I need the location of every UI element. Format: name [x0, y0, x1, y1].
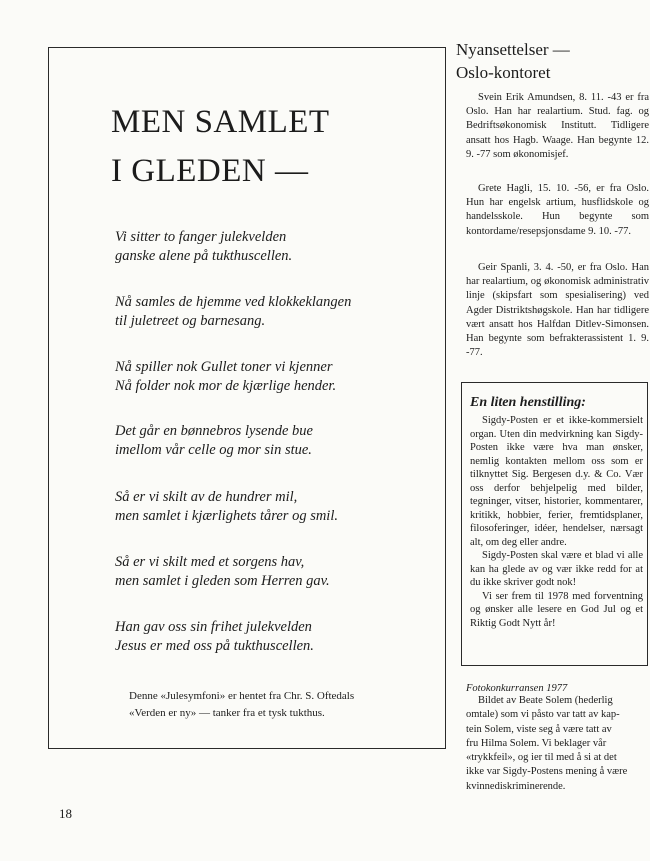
page-number: 18	[59, 806, 72, 821]
new-hires-heading	[456, 38, 570, 84]
hire-entry-amundsen: Svein Erik Amundsen, 8. 11. -43 er fra Oslo. Han har realartium. Stud. fag. og Bedriftsøkonomisk Institutt. Tidligere ansatt hos Hagb. Waage. Han begynte 12. 9. -77 som økonomisjef.	[466, 92, 649, 160]
poem-frame	[48, 47, 446, 749]
poem-stanza	[115, 422, 415, 460]
poem-line: Så er vi skilt med et sorgens hav,	[115, 554, 305, 570]
poem-line: Han gav oss sin frihet julekvelden	[115, 619, 312, 635]
poem-line: Nå spiller nok Gullet toner vi kjenner	[115, 359, 333, 375]
poem-stanza	[115, 488, 415, 526]
poem-title-line: MEN SAMLET	[111, 104, 330, 140]
poem-title	[111, 98, 330, 196]
poem-stanza	[115, 618, 415, 656]
poem-line: ganske alene på tukthuscellen.	[115, 248, 293, 264]
note-line: «Verden er ny» — tanker fra et tysk tukthus.	[129, 707, 325, 719]
hire-entry-hagli: Grete Hagli, 15. 10. -56, er fra Oslo. Hun har engelsk artium, husflidskole og handelsskole. Hun begynte som kontordame/resepsjonsdame 9. 10. -77.	[466, 183, 649, 237]
poem-stanza	[115, 228, 415, 266]
poem-source-note	[129, 688, 429, 722]
appeal-heading: En liten henstilling:	[470, 395, 586, 410]
poem-line: men samlet i kjærlighets tårer og smil.	[115, 508, 338, 524]
poem-line: Nå folder nok mor de kjærlige hender.	[115, 378, 337, 394]
appeal-paragraph: Sigdy-Posten skal være et blad vi alle kan ha glede av og vær ikke redd for at du ikke skriver godt nok!	[470, 550, 643, 588]
poem-line: Jesus er med oss på tukthuscellen.	[115, 638, 314, 654]
photo-contest-text: Bildet av Beate Solem (hederlig omtale) som vi påsto var tatt av kap- tein Solem, viste seg å være tatt av fru Hilma Solem. Vi beklager vår «trykkfeil», og ier til med å si at det ikke var Sigdy-Postens mening å være kvinnediskriminerende.	[466, 695, 628, 792]
poem-title-line: I GLEDEN —	[111, 153, 309, 189]
photo-contest-heading: Fotokonkurransen 1977	[466, 683, 568, 694]
heading-line: Oslo-kontoret	[456, 63, 551, 82]
poem-line: Så er vi skilt av de hundrer mil,	[115, 489, 298, 505]
note-line: Denne «Julesymfoni» er hentet fra Chr. S. Oftedals	[129, 690, 355, 702]
poem-line: til juletreet og barnesang.	[115, 313, 266, 329]
appeal-paragraph: Sigdy-Posten er et ikke-kommersielt organ. Uten din medvirkning kan Sigdy-Posten ikke være hva man ønsker, nemlig kontakten mellom oss som er tilknyttet Sig. Bergesen d.y. & Co. Vær oss derfor behjelpelig med bilder, tegninger, vitser, historier, kommentarer, kritikk, hobbier, ferier, fremtidsplaner, filosoferinger, idéer, hendelser, nærsagt alt, om deg eller andre.	[470, 415, 643, 548]
poem-line: men samlet i gleden som Herren gav.	[115, 573, 330, 589]
heading-line: Nyansettelser —	[456, 40, 570, 59]
poem-line: Det går en bønnebros lysende bue	[115, 423, 313, 439]
poem-line: Vi sitter to fanger julekvelden	[115, 229, 287, 245]
poem-stanza	[115, 293, 415, 331]
poem-line: Nå samles de hjemme ved klokkeklangen	[115, 294, 352, 310]
poem-stanza	[115, 553, 415, 591]
appeal-box	[461, 382, 648, 666]
poem-line: imellom vår celle og mor sin stue.	[115, 442, 312, 458]
appeal-paragraph: Vi ser frem til 1978 med forventning og ønsker alle lesere en God Jul og et Riktig Godt Nytt år!	[470, 590, 643, 629]
poem-stanza	[115, 358, 415, 396]
hire-entry-spanli: Geir Spanli, 3. 4. -50, er fra Oslo. Han har realartium, og økonomisk administrativ linje (skipsfart som spesialisering) ved Agder Distriktshøgskole. Han har tidligere vært ansatt hos Halfdan Ditlev-Simonsen. Han begynte som befrakterassistent 1. 9. -77.	[466, 262, 649, 359]
appeal-text	[470, 414, 643, 630]
